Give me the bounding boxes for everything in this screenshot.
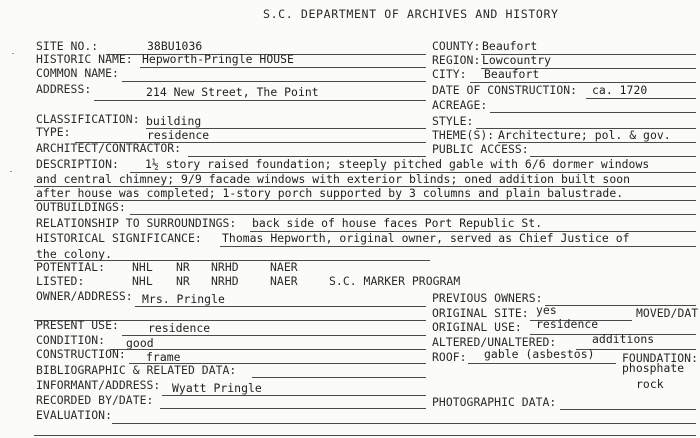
present-use-label: PRESENT USE: (36, 318, 119, 332)
potential-naer: NAER (270, 260, 298, 274)
owner-address-rule (135, 306, 426, 307)
foundation-value-2: rock (636, 377, 664, 391)
roof-rule (468, 363, 616, 364)
original-use-value: residence (536, 317, 599, 331)
roof-label: ROOF: (432, 350, 467, 364)
potential-label: POTENTIAL: (36, 260, 106, 274)
listed-naer: NAER (270, 274, 298, 288)
owner-address-label: OWNER/ADDRESS: (36, 289, 133, 303)
altered-value: additions (592, 332, 655, 346)
original-site-label: ORIGINAL SITE: (432, 306, 529, 320)
address-label: ADDRESS: (36, 82, 92, 96)
type-value: residence (147, 128, 210, 142)
present-use-rule (122, 335, 426, 336)
recorded-by-label: RECORDED BY/DATE: (36, 393, 154, 407)
informant-rule (162, 395, 426, 396)
listed-nrhd: NRHD (211, 274, 239, 288)
listed-nr: NR (176, 274, 190, 288)
region-label: REGION: (432, 53, 481, 67)
condition-label: CONDITION: (36, 333, 106, 347)
themes-label: THEME(S): (432, 128, 495, 142)
site-no-label: SITE NO.: (36, 39, 99, 53)
description-line-1: 1½ story raised foundation; steeply pitched gable with 6/6 dormer windows (145, 157, 650, 171)
description-rule-1 (130, 172, 696, 173)
bottom-rule (34, 435, 696, 436)
classification-label: CLASSIFICATION: (36, 112, 140, 126)
original-site-value: yes (536, 303, 557, 317)
evaluation-rule (112, 423, 696, 424)
historical-significance-line-2: the colony. (36, 247, 112, 261)
description-label: DESCRIPTION: (36, 157, 119, 171)
construction-label: CONSTRUCTION: (36, 347, 126, 361)
historic-name-label: HISTORIC NAME: (36, 52, 133, 66)
relationship-label: RELATIONSHIP TO SURROUNDINGS: (36, 216, 237, 230)
construction-value: frame (146, 350, 181, 364)
photographic-data-rule (560, 409, 696, 410)
informant-value: Wyatt Pringle (172, 381, 262, 395)
roof-value: gable (asbestos) (484, 347, 595, 361)
acreage-label: ACREAGE: (432, 98, 488, 112)
acreage-rule (490, 112, 696, 113)
common-name-rule (122, 81, 426, 82)
margin-mark (12, 53, 14, 54)
recorded-by-rule (160, 408, 426, 409)
date-of-construction-value: ca. 1720 (592, 83, 648, 97)
public-access-label: PUBLIC ACCESS: (432, 142, 529, 156)
potential-nrhd: NRHD (211, 260, 239, 274)
outbuildings-rule (130, 214, 696, 215)
condition-value: good (126, 336, 154, 350)
county-label: COUNTY: (432, 39, 481, 53)
foundation-value-1: phosphate (622, 361, 685, 375)
address-rule (94, 100, 426, 101)
description-line-3: after house was completed; 1-story porch supported by 3 columns and plain balustrade. (36, 186, 624, 200)
city-label: CITY: (432, 67, 467, 81)
bibliographic-rule (252, 377, 426, 378)
county-value: Beaufort (482, 39, 538, 53)
margin-mark (10, 171, 12, 172)
informant-label: INFORMANT/ADDRESS: (36, 378, 161, 392)
evaluation-label: EVALUATION: (36, 408, 112, 422)
site-no-value: 38BU1036 (147, 39, 203, 53)
bibliographic-label: BIBLIOGRAPHIC & RELATED DATA: (36, 363, 237, 377)
altered-label: ALTERED/UNALTERED: (432, 335, 557, 349)
historical-significance-line-1: Thomas Hepworth, original owner, served as Chief Justice of (222, 231, 630, 245)
date-of-construction-label: DATE OF CONSTRUCTION: (432, 83, 578, 97)
potential-nhl: NHL (132, 260, 153, 274)
historic-name-value: Hepworth-Pringle HOUSE (142, 52, 294, 66)
listed-label: LISTED: (36, 274, 85, 288)
marker-program: S.C. MARKER PROGRAM (329, 274, 461, 288)
historical-significance-rule (220, 246, 696, 247)
historic-name-rule (140, 67, 426, 68)
present-use-value: residence (148, 321, 211, 335)
outbuildings-label: OUTBUILDINGS: (36, 200, 126, 214)
description-rule-2 (34, 186, 696, 187)
foundation-label: FOUNDATION: (622, 351, 698, 365)
moved-date-label: MOVED/DAT (636, 306, 699, 320)
architect-label: ARCHITECT/CONTRACTOR: (36, 141, 182, 155)
common-name-label: COMMON NAME: (36, 66, 119, 80)
public-access-rule (530, 156, 696, 157)
relationship-value: back side of house faces Port Republic St. (252, 216, 543, 230)
date-of-construction-rule (586, 98, 696, 99)
owner-address-value: Mrs. Pringle (142, 292, 225, 306)
address-value: 214 New Street, The Point (146, 85, 319, 99)
previous-owners-label: PREVIOUS OWNERS: (432, 291, 543, 305)
description-rule-3 (34, 200, 696, 201)
style-label: STYLE: (432, 114, 474, 128)
potential-nr: NR (176, 260, 190, 274)
historical-significance-label: HISTORICAL SIGNIFICANCE: (36, 231, 202, 245)
themes-value: Architecture; pol. & gov. (498, 128, 671, 142)
region-value: Lowcountry (482, 53, 552, 67)
city-value: Beaufort (484, 67, 540, 81)
photographic-data-label: PHOTOGRAPHIC DATA: (432, 395, 557, 409)
classification-value: building (146, 114, 202, 128)
description-line-2: and central chimney; 9/9 facade windows with exterior blinds; oned addition built soon (36, 172, 631, 186)
potential-top-rule (34, 260, 430, 261)
document-title: S.C. DEPARTMENT OF ARCHIVES AND HISTORY (263, 7, 559, 21)
listed-nhl: NHL (132, 274, 153, 288)
type-label: TYPE: (36, 125, 71, 139)
original-use-label: ORIGINAL USE: (432, 320, 522, 334)
